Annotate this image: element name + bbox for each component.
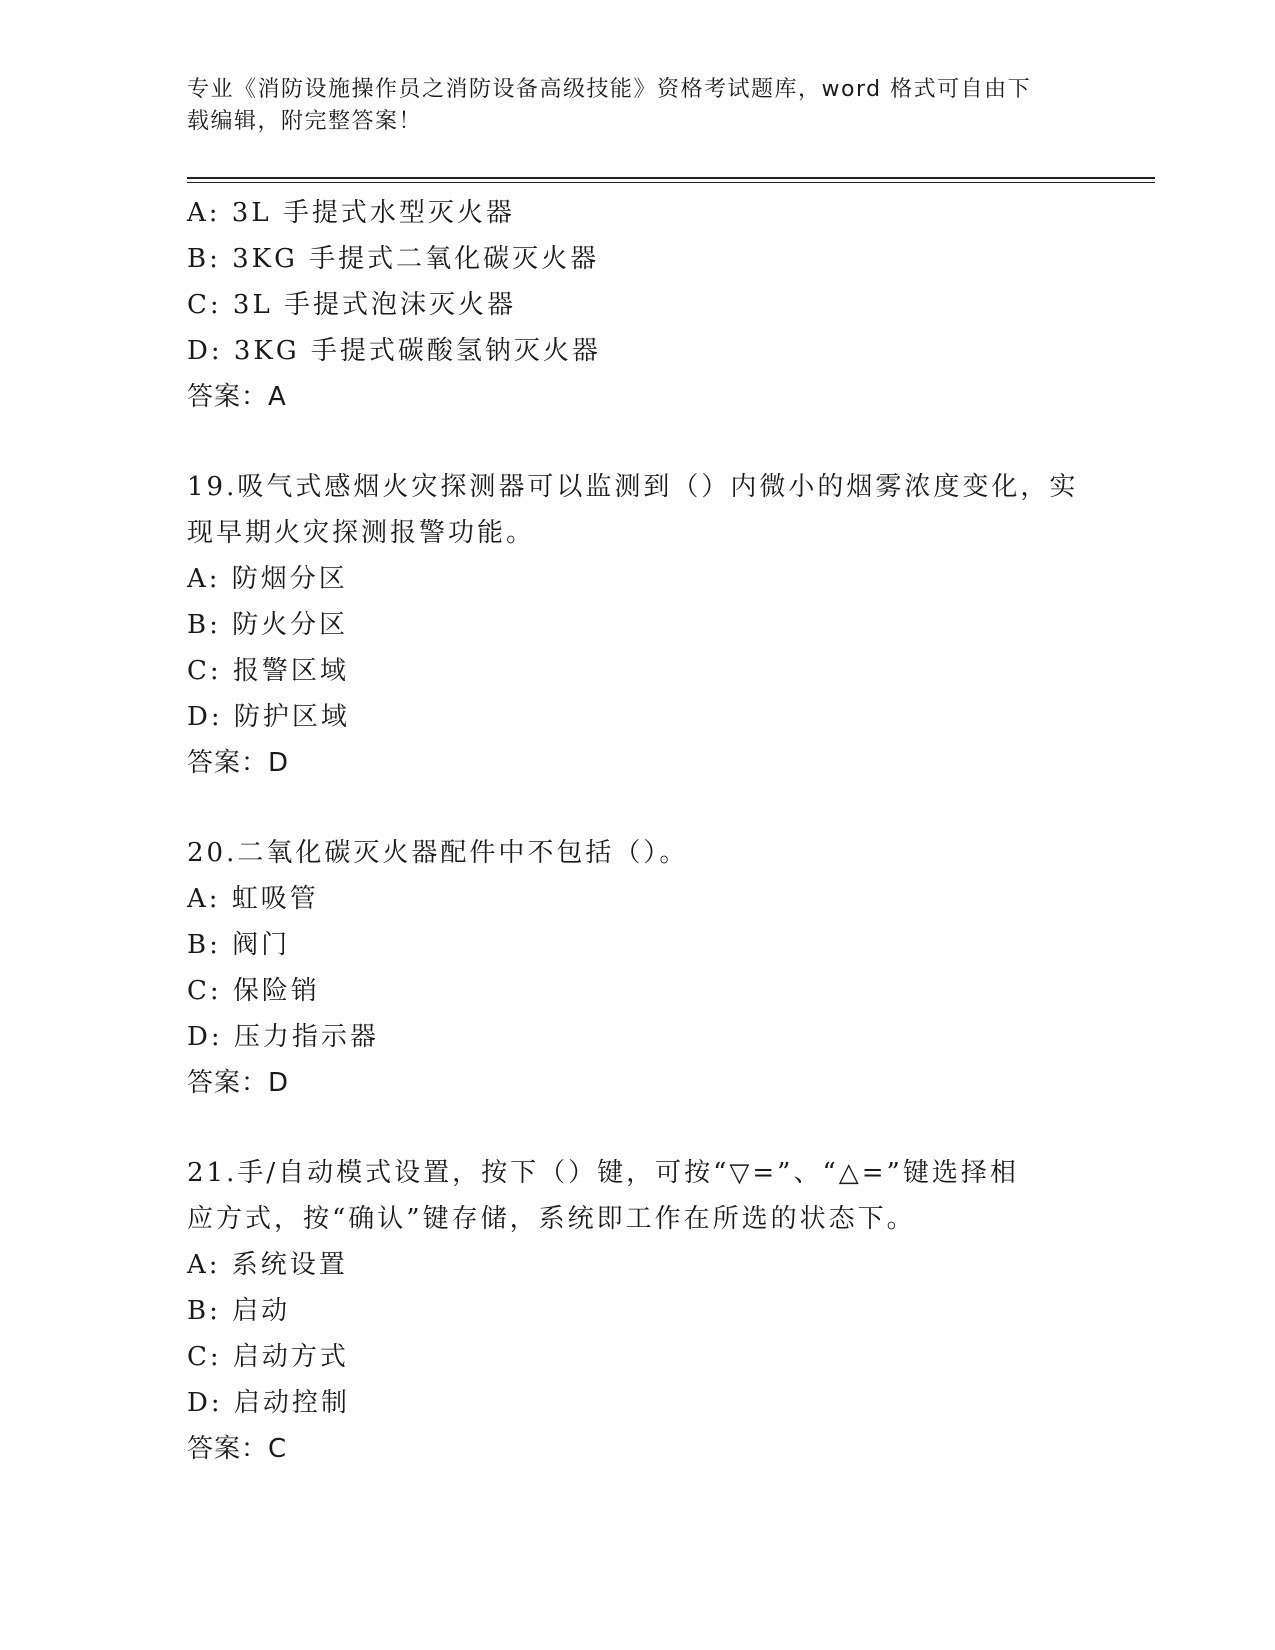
question-list: [187, 190, 1087, 1472]
option-c: C: 启动方式: [187, 1342, 349, 1372]
question-stem-line-1: 20.二氧化碳灭火器配件中不包括（）。: [187, 838, 689, 868]
option-a: A: 3L 手提式水型灭火器: [187, 198, 515, 228]
page-header: [187, 74, 1087, 138]
option-d: D: 防护区域: [187, 702, 350, 732]
option-a: A: 防烟分区: [187, 564, 348, 594]
option-b: B: 防火分区: [187, 610, 349, 640]
header-rule-thin: [187, 182, 1155, 183]
option-c: C: 报警区域: [187, 656, 349, 686]
option-b: B: 阀门: [187, 930, 291, 960]
question-stem-line-2: 应方式，按“确认”键存储，系统即工作在所选的状态下。: [187, 1204, 916, 1234]
option-b: B: 3KG 手提式二氧化碳灭火器: [187, 244, 600, 274]
answer: 答案：C: [187, 1434, 288, 1464]
answer: 答案：D: [187, 1068, 290, 1098]
option-d: D: 启动控制: [187, 1388, 350, 1418]
header-rule-thick: [187, 177, 1155, 179]
answer: 答案：A: [187, 382, 287, 412]
option-c: C: 保险销: [187, 976, 320, 1006]
question-18: [187, 190, 1087, 420]
question-stem-line-1: 19.吸气式感烟火灾探测器可以监测到（）内微小的烟雾浓度变化，实: [187, 472, 1079, 502]
question-21: [187, 1150, 1087, 1472]
header-line-1: 专业《消防设施操作员之消防设备高级技能》资格考试题库，word 格式可自由下: [187, 77, 1032, 102]
question-19: [187, 464, 1087, 786]
answer: 答案：D: [187, 748, 290, 778]
option-a: A: 虹吸管: [187, 884, 319, 914]
option-b: B: 启动: [187, 1296, 291, 1326]
header-line-2: 载编辑，附完整答案！: [187, 109, 423, 134]
question-20: [187, 830, 1087, 1106]
question-stem-line-1: 21.手/自动模式设置，按下（）键，可按“▽=”、“△=”键选择相: [187, 1158, 1019, 1188]
option-d: D: 3KG 手提式碳酸氢钠灭火器: [187, 336, 601, 366]
question-stem-line-2: 现早期火灾探测报警功能。: [187, 518, 536, 548]
option-a: A: 系统设置: [187, 1250, 348, 1280]
option-c: C: 3L 手提式泡沫灭火器: [187, 290, 516, 320]
option-d: D: 压力指示器: [187, 1022, 379, 1052]
